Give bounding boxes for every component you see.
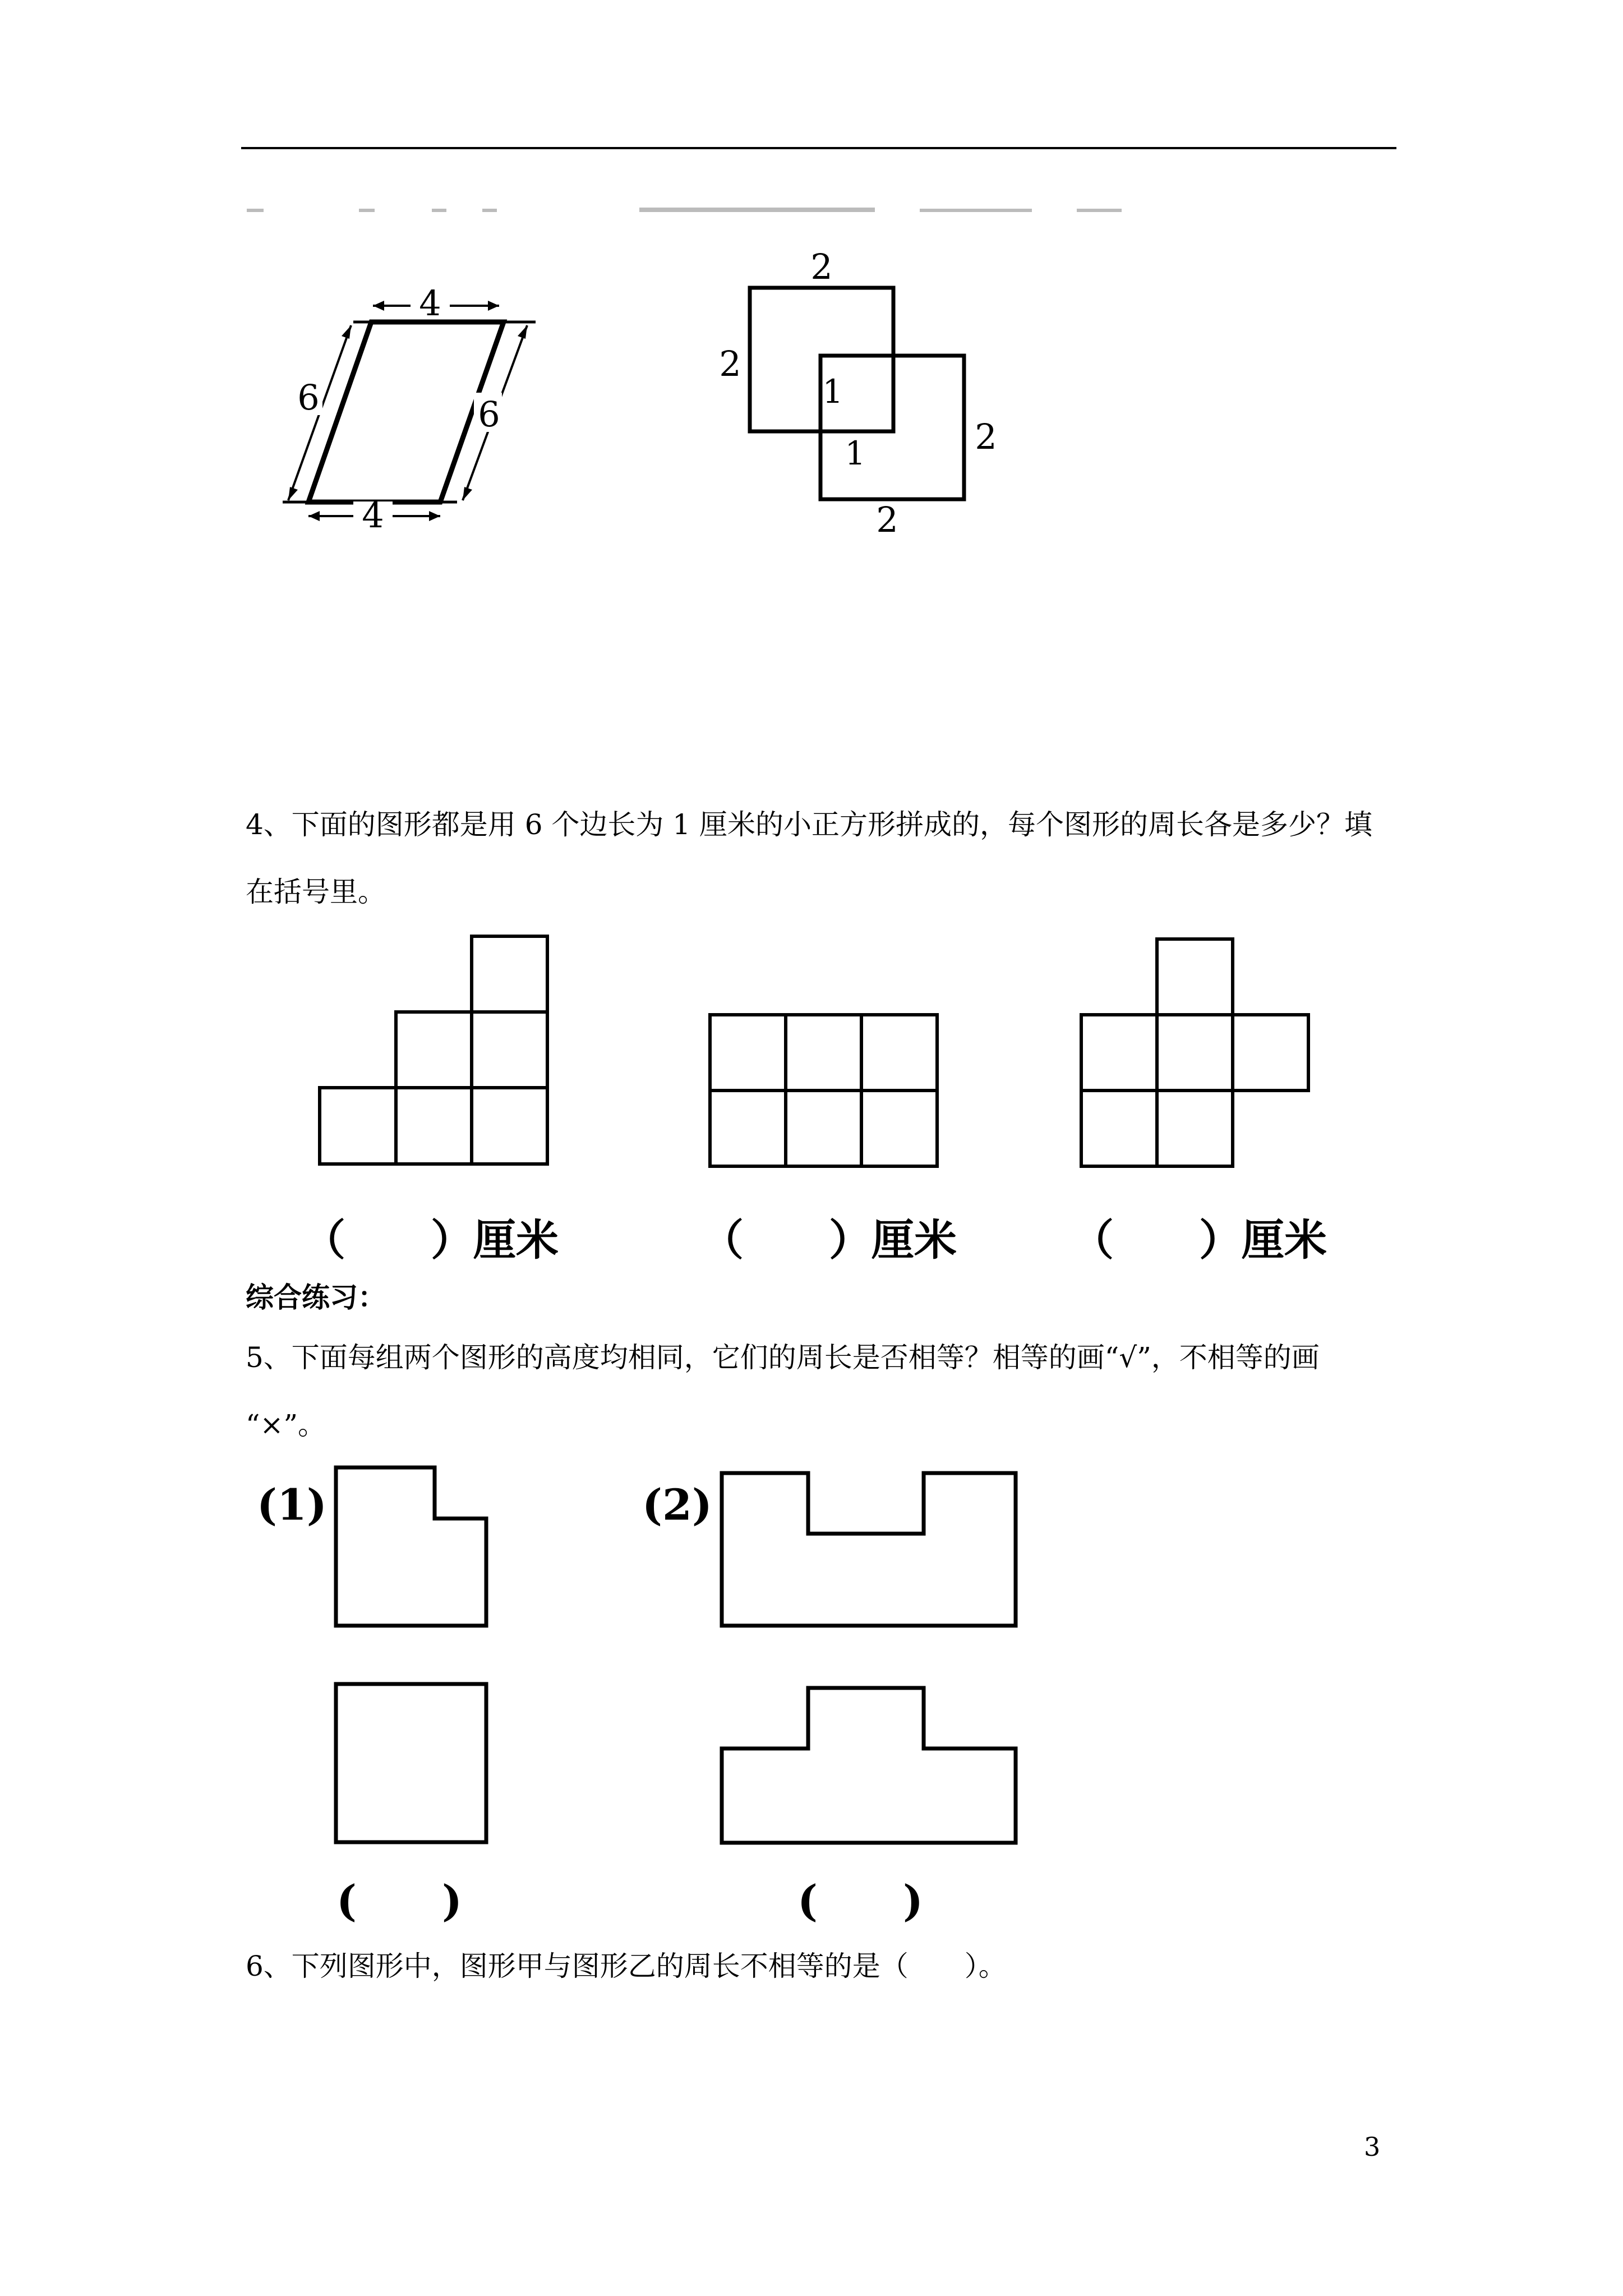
q4-answer-2[interactable]: （ ）厘米: [701, 1215, 957, 1265]
parallelogram-figure: [280, 280, 550, 550]
q4-answer-1[interactable]: （ ）厘米: [303, 1215, 559, 1265]
q4-figure-cross: [1079, 937, 1315, 1172]
q5-group1-square: [334, 1682, 491, 1850]
q5-label-1: (1): [257, 1480, 327, 1530]
para-right-label: 6: [478, 394, 500, 435]
q5-group2-t-shape: [720, 1686, 1022, 1848]
q4-figure-rectangle: [708, 1013, 943, 1175]
para-bottom-label: 4: [362, 495, 384, 536]
square-right-label: 2: [975, 416, 997, 457]
square-top-label: 2: [810, 246, 833, 287]
section-title: 综合练习：: [246, 1281, 386, 1314]
q5-answer-1[interactable]: ( ): [336, 1876, 462, 1926]
square-bottom-label: 2: [876, 499, 898, 540]
q5-line2: “×”。: [246, 1409, 326, 1441]
para-top-label: 4: [419, 283, 441, 324]
q4-answer-3[interactable]: （ ）厘米: [1071, 1215, 1327, 1265]
overlapping-squares-figure: [718, 247, 1009, 539]
q6-line1: 6、下列图形中，图形甲与图形乙的周长不相等的是（ ）。: [246, 1950, 1007, 1982]
q4-figure-staircase: [317, 934, 553, 1170]
q5-label-2: (2): [642, 1480, 712, 1530]
page-number: 3: [1364, 2132, 1381, 2162]
q5-answer-2[interactable]: ( ): [797, 1876, 923, 1926]
q5-line1: 5、下面每组两个图形的高度均相同，它们的周长是否相等？相等的画“√”，不相等的画: [246, 1341, 1320, 1374]
scan-residue: [247, 203, 1178, 217]
header-rule: [241, 147, 1396, 149]
q5-group1-notched-square: [334, 1465, 491, 1634]
q4-line2: 在括号里。: [246, 876, 386, 908]
q5-group2-u-shape: [720, 1471, 1022, 1634]
square-left-label: 2: [719, 343, 741, 384]
overlap-v-label: 1: [845, 434, 866, 472]
overlap-h-label: 1: [822, 372, 843, 411]
para-left-label: 6: [297, 377, 320, 418]
q4-line1: 4、下面的图形都是用 6 个边长为 1 厘米的小正方形拼成的，每个图形的周长各是多少？填: [246, 808, 1373, 841]
